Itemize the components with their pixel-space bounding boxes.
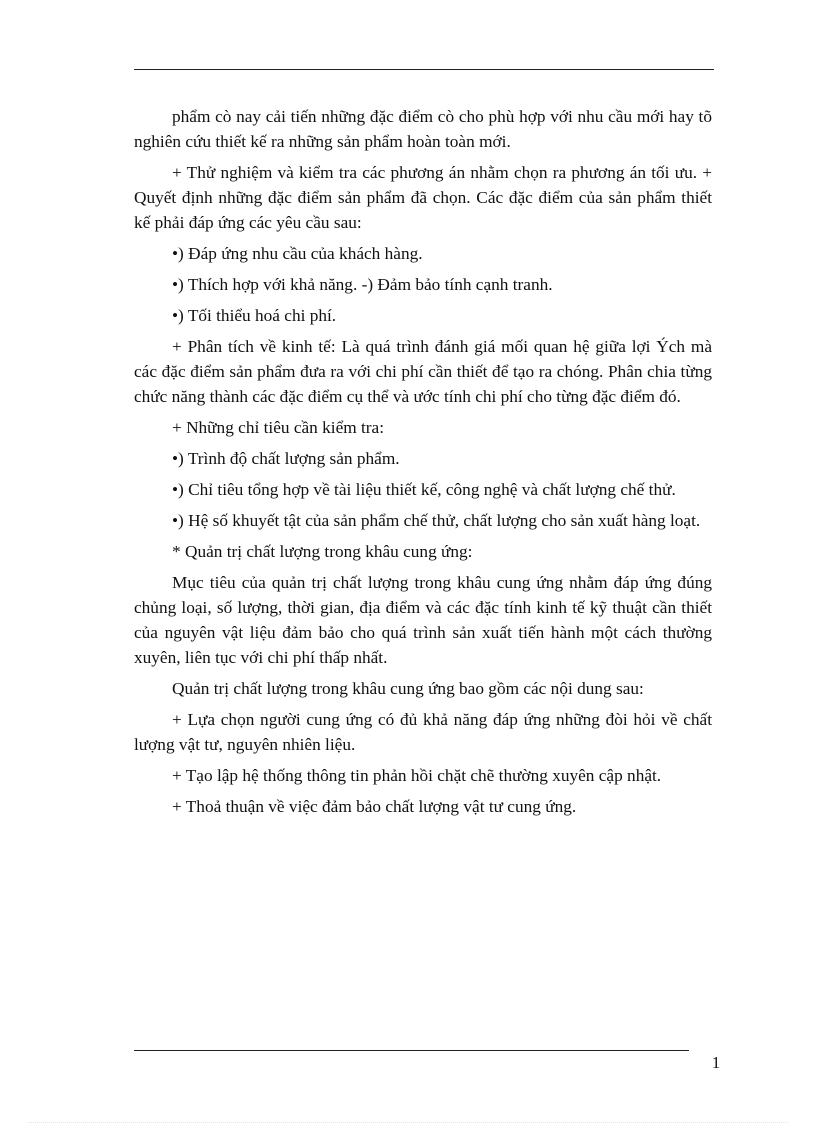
bullet-item: •) Hệ số khuyết tật của sản phẩm chế thử, chất lượng cho sản xuất hàng loạt.: [172, 511, 701, 530]
paragraph: phẩm cò nay cải tiến những đặc điểm cò cho phù hợp với nhu cầu mới hay tõ nghiên cứu thiết kế ra những sản phẩm hoàn toàn mới.: [134, 107, 712, 151]
section-heading: * Quản trị chất lượng trong khâu cung ứng:: [172, 542, 473, 561]
bullet-item: •) Trình độ chất lượng sản phẩm.: [172, 449, 400, 468]
paragraph: + Phân tích về kinh tế: Là quá trình đánh giá mối quan hệ giữa lợi Ých mà các đặc điểm sản phẩm đưa ra với chi phí cần thiết để tạo ra chóng. Phân chia từng chức năng thành các đặc điểm cụ thể và ước tính chi phí cho từng đặc điểm đó.: [134, 337, 712, 406]
header-rule: [134, 69, 714, 70]
bullet-item: •) Tối thiểu hoá chi phí.: [172, 306, 337, 325]
bullet-item: •) Chỉ tiêu tổng hợp về tài liệu thiết kế, công nghệ và chất lượng chế thử.: [172, 480, 676, 499]
page-body: [134, 104, 712, 825]
paragraph: + Những chỉ tiêu cần kiểm tra:: [172, 418, 385, 437]
footer-rule: [134, 1050, 689, 1051]
paragraph: Quản trị chất lượng trong khâu cung ứng bao gồm các nội dung sau:: [172, 679, 644, 698]
paragraph: + Thoả thuận về việc đảm bảo chất lượng vật tư cung ứng.: [172, 797, 577, 816]
paragraph: + Thử nghiệm và kiểm tra các phương án nhằm chọn ra phương án tối ưu. + Quyết định những đặc điểm sản phẩm đã chọn. Các đặc điểm của sản phẩm thiết kế phải đáp ứng các yêu cầu sau:: [134, 163, 712, 232]
paragraph: + Lựa chọn người cung ứng có đủ khả năng đáp ứng những đòi hỏi về chất lượng vật tư, nguyên nhiên liệu.: [134, 710, 712, 754]
bullet-item: •) Thích hợp với khả năng. -) Đảm bảo tính cạnh tranh.: [172, 275, 553, 294]
paragraph: + Tạo lập hệ thống thông tin phản hồi chặt chẽ thường xuyên cập nhật.: [172, 766, 662, 785]
bullet-item: •) Đáp ứng nhu cầu của khách hàng.: [172, 244, 423, 263]
paragraph: Mục tiêu của quản trị chất lượng trong khâu cung ứng nhằm đáp ứng đúng chủng loại, số lượng, thời gian, địa điểm và các đặc tính kinh tế kỹ thuật cần thiết của nguyên vật liệu đảm bảo cho quá trình sản xuất tiến hành một cách thường xuyên, liên tục với chi phí thấp nhất.: [134, 573, 712, 667]
page-number: 1: [711, 1053, 721, 1072]
